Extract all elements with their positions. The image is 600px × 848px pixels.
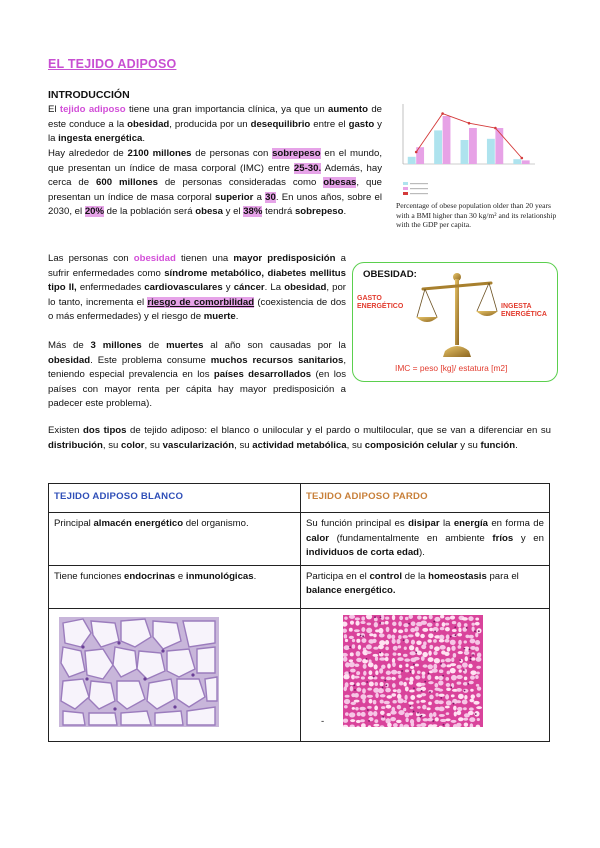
white-adipose-micrograph	[59, 617, 219, 727]
chart-point	[494, 127, 497, 130]
chart-bar	[461, 140, 469, 164]
intro-paragraph-3: Las personas con obesidad tienen una mayor predisposición a sufrir enfermedades como síndrome metabólico, diabetes mellitus tipo II, enfermedades cardiovasculares y cáncer. La obesidad, por lo tanto, incrementa el riesgo de comorbilidad (coexistencia de dos o más enfermedades) y el riesgo de muerte.	[48, 253, 347, 323]
energy-expenditure-label: GASTO ENERGÉTICO	[357, 295, 404, 311]
white-function-cell: Principal almacén energético del organismo.	[49, 513, 301, 566]
legend-label-line	[410, 183, 428, 184]
legend-label-line	[410, 188, 428, 189]
brown-function-cell: Su función principal es disipar la energía en forma de calor (fundamentalmente en ambiente fríos y en individuos de corta edad).	[301, 513, 550, 566]
brown-adipose-micrograph	[343, 615, 483, 727]
page-title: EL TEJIDO ADIPOSO	[48, 57, 177, 71]
legend-swatch	[403, 192, 408, 195]
chart-bar	[434, 130, 442, 164]
chart-point	[415, 151, 418, 154]
adipose-comparison-table	[48, 483, 550, 742]
header-brown-adipose: TEJIDO ADIPOSO PARDO	[301, 484, 550, 513]
intro-paragraph-1: El tejido adiposo tiene una gran importancia clínica, ya que un aumento de este conduce a la obesidad, producida por un desequilibrio entre el gasto y la ingesta energética.	[48, 104, 383, 145]
chart-point	[441, 112, 444, 115]
bmi-formula: IMC = peso [kg]/ estatura [m2]	[395, 363, 508, 373]
brown-roles-cell: Participa en el control de la homeostasis para el balance energético.	[301, 565, 550, 608]
chart-bar	[469, 128, 477, 164]
brown-histology-cell	[301, 608, 550, 741]
intro-paragraph-2: Hay alrededor de 2100 millones de personas con sobrepeso en el mundo, que presentan un índice de masa corporal (IMC) entre 25-30. Además, hay cerca de 600 millones de personas consideradas como obesas, que presentan un índice de masa corporal superior a 30. En unos años, sobre el 2030, el 20% de la población será obesa y el 38% tendrá sobrepeso.	[48, 148, 383, 218]
chart-bar	[522, 160, 530, 164]
legend-swatch	[403, 182, 408, 185]
table-image-row	[49, 608, 550, 741]
image-dash: -	[321, 715, 325, 727]
chart-bar	[408, 157, 416, 164]
figure-caption: Percentage of obese population older than 20 years with a BMI higher than 30 kg/m² and its relationship with the GDP per capita.	[396, 201, 557, 230]
chart-point	[521, 157, 524, 160]
obesity-gdp-chart	[393, 98, 553, 216]
white-roles-cell: Tiene funciones endocrinas e inmunológicas.	[49, 565, 301, 608]
legend-label-line	[410, 193, 428, 194]
table-row	[49, 513, 550, 566]
intro-heading: INTRODUCCIÓN	[48, 89, 130, 101]
obesity-balance-figure	[352, 262, 558, 382]
white-histology-cell	[49, 608, 301, 741]
table-header-row	[49, 484, 550, 513]
chart-bar	[513, 159, 521, 164]
chart-bar	[487, 139, 495, 164]
intro-paragraph-4: Más de 3 millones de muertes al año son causadas por la obesidad. Este problema consume muchos recursos sanitarios, teniendo especial prevalencia en los países desarrollados (en los países con mayor renta per cápita hay mayor predisposición a padecer este problema).	[48, 340, 346, 410]
chart-bar	[495, 128, 503, 164]
chart-bar	[443, 116, 451, 164]
balance-scale-icon	[415, 269, 499, 361]
legend-swatch	[403, 187, 408, 190]
energy-intake-label: INGESTA ENERGÉTICA	[501, 303, 547, 319]
table-row	[49, 565, 550, 608]
obesity-box-title: OBESIDAD:	[363, 269, 417, 280]
header-white-adipose: TEJIDO ADIPOSO BLANCO	[49, 484, 301, 513]
chart-point	[468, 122, 471, 125]
tissue-types-paragraph: Existen dos tipos de tejido adiposo: el blanco o unilocular y el pardo o multilocular, que se van a diferenciar en su distribución, su color, su vascularización, su actividad metabólica, su composición celular y su función.	[48, 425, 551, 451]
